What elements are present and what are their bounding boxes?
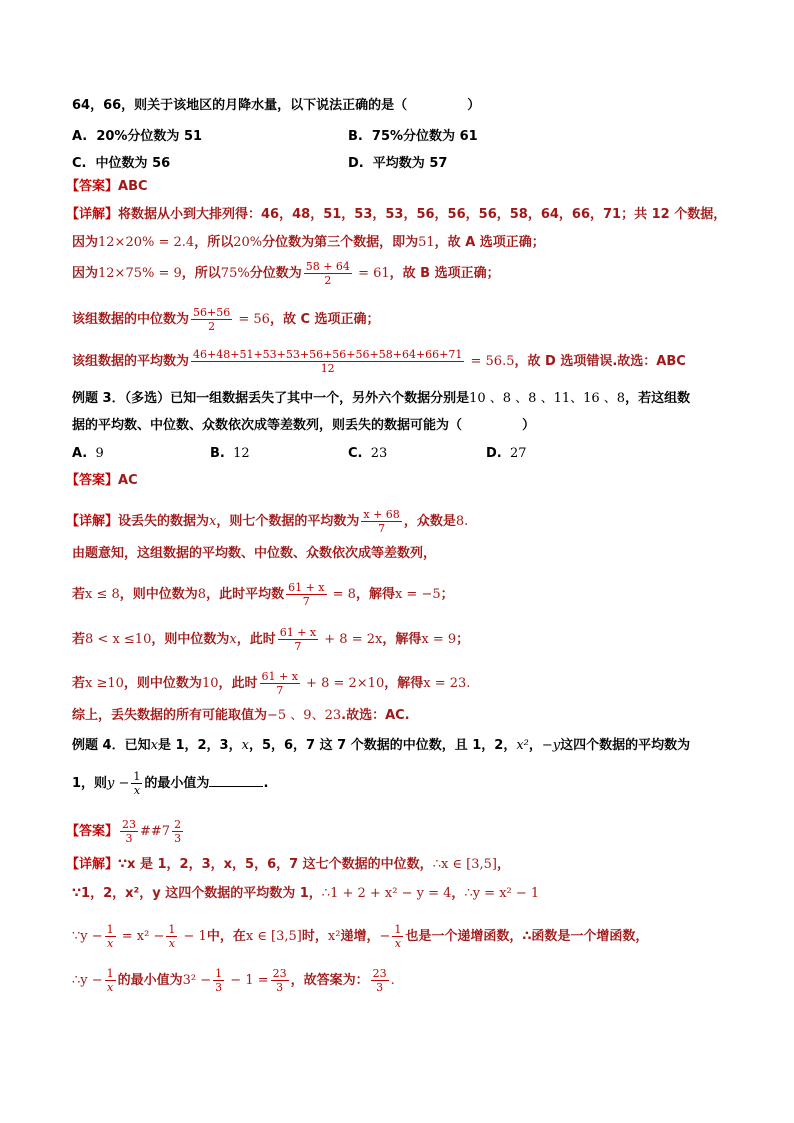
ex4-detail-1: 【详解】∵x 是 1，2，3，x，5，6，7 这七个数据的中位数，∴x ∈ [3,5]， (66, 857, 511, 872)
ex3-detail-5: 若x ≥10，则中位数为10，此时 $\frac{61 + x}{7}$ + 8 = 2×10，解得x = 23. (72, 670, 471, 697)
answer-value: ABC (118, 179, 148, 194)
fraction: $\frac{x + 68}{7}$ (363, 508, 400, 535)
fraction: $\frac{1}{x}$ (106, 923, 114, 950)
ex4-answer-line: 【答案】 $\frac{23}{3}$ ##7 $\frac{2}{3}$ (66, 818, 182, 845)
example-4-stem-1: 例题 4．已知x是 1，2，3，x，5，6，7 这 7 个数据的中位数，且 1，2，x²，−y这四个数据的平均数为 (72, 738, 691, 753)
detail-line-2: 因为12×20% = 2.4，所以20%分位数为第三个数据，即为51，故 A 选项正确； (72, 235, 545, 250)
stem-close: ） (467, 98, 481, 113)
detail-line-4: 该组数据的中位数为 $\frac{56+56}{2}$ = 56，故 C 选项正确； (72, 306, 380, 333)
ex3-option-c: C. 23 (348, 446, 388, 461)
example-3-stem-2: 据的平均数、中位数、众数依次成等差数列，则丢失的数据可能为（ ） (72, 418, 536, 433)
fraction: $\frac{61 + x}{7}$ (261, 670, 298, 697)
fraction: $\frac{1}{x}$ (133, 770, 141, 797)
ex3-option-d: D. 27 (486, 446, 527, 461)
detail-line-3: 因为12×75% = 9，所以75%分位数为 $\frac{58 + 64}{2}$ = 61，故 B 选项正确； (72, 260, 500, 287)
fraction: $\frac{23}{3}$ (372, 967, 387, 994)
example-4-stem-2: 1，则y − $\frac{1}{x}$ 的最小值为 . (72, 770, 269, 797)
example-4-title: 例题 4． (72, 738, 125, 753)
ex3-detail-6: 综上，丢失数据的所有可能取值为−5 、9、23.故选：AC. (72, 708, 410, 723)
fraction: $\frac{61 + x}{7}$ (279, 626, 317, 653)
option-d: D. 平均数为 57 (348, 156, 448, 171)
fraction: $\frac{1}{3}$ (215, 967, 223, 994)
fraction: $\frac{23}{3}$ (122, 818, 137, 845)
fraction: $\frac{1}{x}$ (168, 923, 176, 950)
question-stem (72, 98, 480, 114)
option-b: B. 75%分位数为 61 (348, 129, 478, 144)
stem-text: 64，66，则关于该地区的月降水量，以下说法正确的是（ (72, 98, 408, 113)
ex4-detail-2: ∵1，2，x²，y 这四个数据的平均数为 1，∴1 + 2 + x² − y = 4，∴y = x² − 1 (72, 886, 540, 901)
ex3-option-a: A. 9 (72, 446, 104, 461)
example-3-title: 例题 3． (72, 391, 125, 406)
ex3-detail-2: 由题意知，这组数据的平均数、中位数、众数依次成等差数列， (72, 546, 437, 561)
ex3-detail-4: 若8 < x ≤10，则中位数为x，此时 $\frac{61 + x}{7}$ + 8 = 2x，解得x = 9； (72, 626, 470, 653)
ex3-answer-line: 【答案】AC (66, 473, 138, 488)
fraction: $\frac{46+48+51+53+53+56+56+56+58+64+66+71}{12}$ (193, 348, 463, 375)
ex4-detail-4: ∴y − $\frac{1}{x}$ 的最小值为3² − $\frac{1}{3}$ − 1 = $\frac{23}{3}$ ，故答案为： $\frac{23}{3}$ . (72, 967, 395, 994)
ex3-detail-3: 若x ≤ 8，则中位数为8，此时平均数 $\frac{61 + x}{7}$ = 8，解得x = −5； (72, 581, 454, 608)
fraction: $\frac{56+56}{2}$ (193, 306, 231, 333)
answer-line (66, 179, 148, 195)
fraction: $\frac{23}{3}$ (272, 967, 287, 994)
answer-tag: 【答案】 (66, 179, 119, 194)
ex3-detail-1: 【详解】设丢失的数据为x，则七个数据的平均数为 $\frac{x + 68}{7}$ ，众数是8. (66, 508, 469, 535)
option-c: C. 中位数为 56 (72, 156, 171, 171)
option-a: A. 20%分位数为 51 (72, 129, 203, 144)
answer-blank (209, 774, 263, 787)
fraction: $\frac{2}{3}$ (174, 818, 182, 845)
fraction: $\frac{1}{x}$ (106, 967, 114, 994)
detail-line-5: 该组数据的平均数为 $\frac{46+48+51+53+53+56+56+56+58+64+66+71}{12}$ = 56.5，故 D 选项错误.故选：ABC (72, 348, 686, 375)
example-3-stem-1: 例题 3．（多选）已知一组数据丢失了其中一个，另外六个数据分别是10 、8 、8 、11、16 、8，若这组数 (72, 391, 691, 406)
ex4-detail-3: ∵y − $\frac{1}{x}$ = x² − $\frac{1}{x}$ − 1中，在x ∈ [3,5]时，x²递增，− $\frac{1}{x}$ 也是一个递增函数，∴函数是一个增函数， (72, 923, 649, 950)
ex3-answer-value: AC (118, 473, 138, 488)
detail-line-1: 【详解】将数据从小到大排列得：46，48，51，53，53，56，56，56，58，64，66，71；共 12 个数据， (66, 207, 727, 222)
fraction: $\frac{61 + x}{7}$ (288, 581, 325, 608)
fraction: $\frac{1}{x}$ (394, 923, 402, 950)
ex3-option-b: B. 12 (210, 446, 250, 461)
fraction: $\frac{58 + 64}{2}$ (305, 260, 350, 287)
